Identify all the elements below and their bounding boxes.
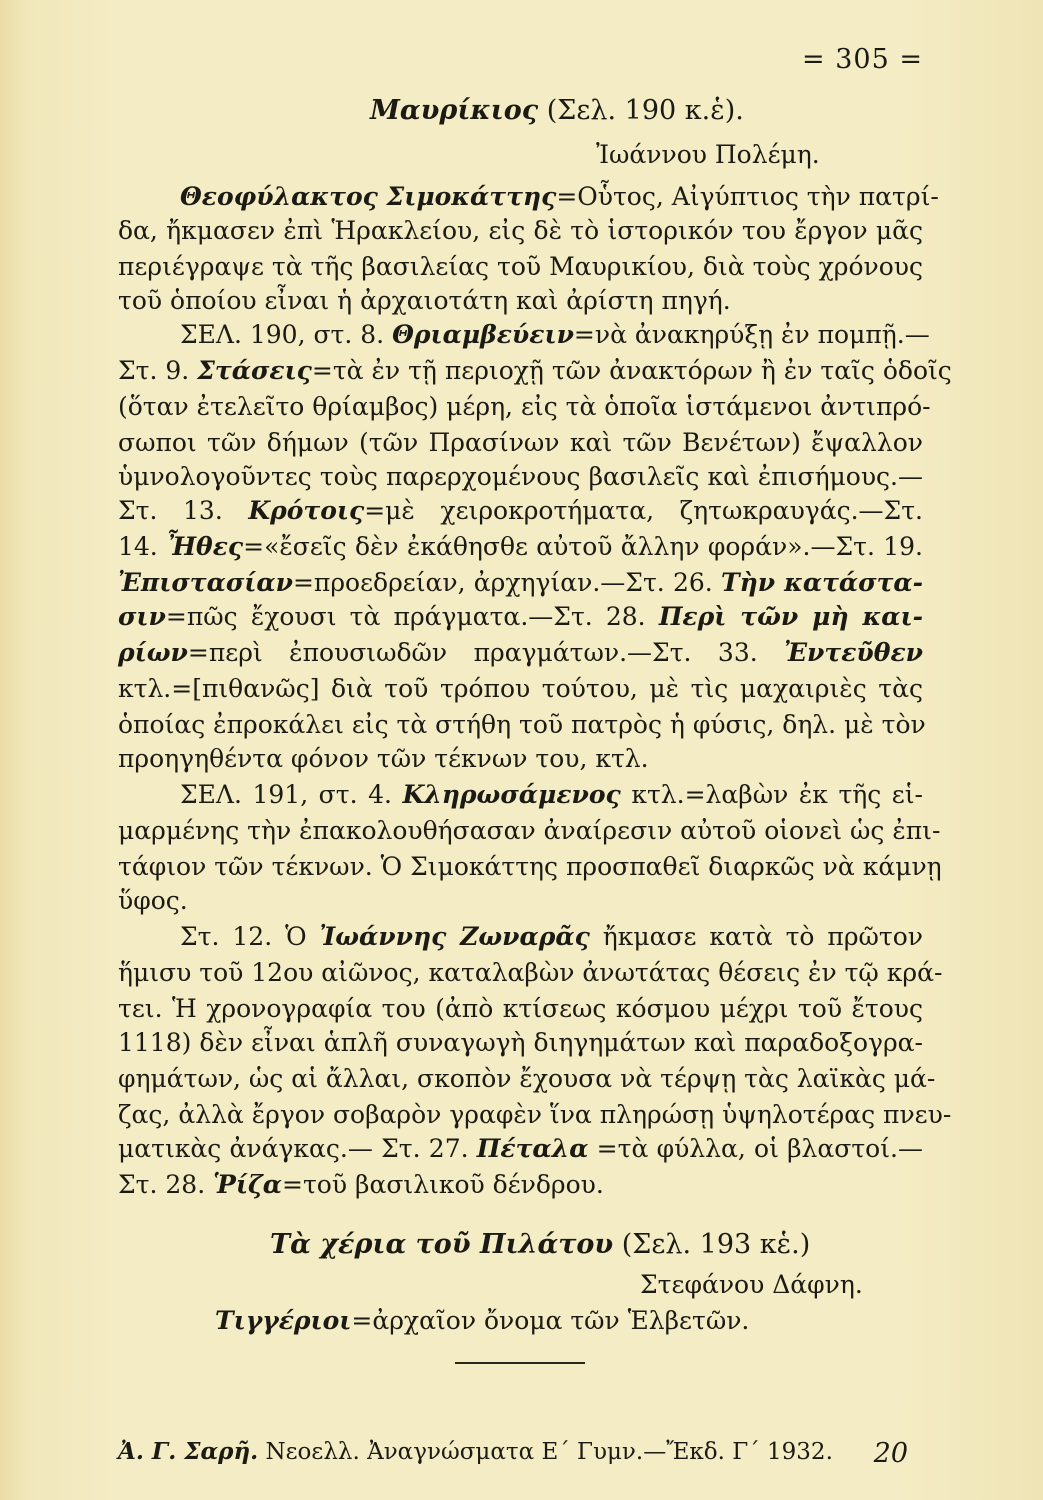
term: Περὶ τῶν μὴ και- [658,602,923,631]
text-line: Θεοφύλακτος Σιμοκάττης=Οὗτος, Αἰγύπτιος τὴν πατρί- [180,182,939,211]
term: Ἦθες [166,532,244,561]
section-title: Μαυρίκιος [370,95,539,126]
text-line: Στ. 28. Ῥίζα=τοῦ βασιλικοῦ δένδρου. [118,1170,604,1199]
text-line: σωποι τῶν δήμων (τῶν Πρασίνων καὶ τῶν Βενέτων) ἔψαλλον [118,428,923,457]
text-line: Στ. 9. Στάσεις=τὰ ἐν τῇ περιοχῇ τῶν ἀνακτόρων ἢ ἐν ταῖς ὁδοῖς [118,356,952,385]
term: Θριαμβεύειν [392,320,574,349]
text-line: ζας, ἀλλὰ ἔργον σοβαρὸν γραφὲν ἵνα πληρώσῃ ὑψηλοτέρας πνευ- [118,1100,952,1129]
printer-signature: 20 [873,1438,908,1469]
text-line: ἥμισυ τοῦ 12ου αἰῶνος, καταλαβὼν ἀνωτάτας θέσεις ἐν τῷ κρά- [118,958,943,987]
text-line: περιέγραψε τὰ τῆς βασιλείας τοῦ Μαυρικίου, διὰ τοὺς χρόνους [118,252,923,281]
text-line: Στ. 13. Κρότοις=μὲ χειροκροτήματα, ζητωκραυγάς.—Στ. [118,496,923,525]
term: Ἐπιστασίαν [118,568,293,597]
section-page-ref: (Σελ. 193 κἑ.) [621,1229,811,1260]
term: Ῥίζα [213,1170,283,1199]
text-line: (ὅταν ἐτελεῖτο θρίαμβος) μέρη, εἰς τὰ ὁποῖα ἱστάμενοι ἀντιπρό- [118,392,931,421]
text-line: σιν=πῶς ἔχουσι τὰ πράγματα.—Στ. 28. Περὶ τῶν μὴ και- [118,602,923,631]
term: Πέταλα [476,1134,589,1163]
text-line: μαρμένης τὴν ἐπακολουθήσασαν ἀναίρεσιν αὐτοῦ οἱονεὶ ὡς ἐπι- [118,816,941,845]
text-line: προηγηθέντα φόνον τῶν τέκνων του, κτλ. [118,744,649,773]
footer-text: Νεοελλ. Ἀναγνώσματα Ε΄ Γυμν.—Ἔκδ. Γ΄ 1932. [265,1439,833,1465]
term: Ἰωάννης Ζωναρᾶς [319,922,590,951]
text-line: ματικὰς ἀνάγκας.— Στ. 27. Πέταλα =τὰ φύλλα, οἱ βλαστοί.— [118,1134,923,1163]
term: Στάσεις [197,356,312,385]
term: Τιγγέριοι [215,1306,352,1335]
term: ρίων [118,638,188,667]
term: Κληρωσάμενος [402,780,621,809]
term: Ἐντεῦθεν [784,638,923,667]
page-footer [118,1438,908,1469]
text-line: ΣΕΛ. 191, στ. 4. Κληρωσάμενος κτλ.=λαβὼν ἐκ τῆς εἱ- [180,780,923,809]
term: σιν [118,602,166,631]
text-line: ὑμνολογοῦντες τοὺς παρερχομένους βασιλεῖς καὶ ἐπισήμους.— [118,462,923,491]
text-line: Ἐπιστασίαν=προεδρείαν, ἀρχηγίαν.—Στ. 26. Τὴν κατάστα- [118,568,924,597]
divider-rule [455,1362,585,1364]
section-page-ref: (Σελ. 190 κ.ἑ). [546,95,744,126]
page-number: = 305 = [802,44,923,75]
section-heading [370,94,744,128]
text-line: φημάτων, ὡς αἱ ἄλλαι, σκοπὸν ἔχουσα νὰ τέρψῃ τὰς λαϊκὰς μά- [118,1064,936,1093]
footer-author: Ἀ. Γ. Σαρῆ. [118,1438,259,1465]
text-line: τει. Ἡ χρονογραφία του (ἀπὸ κτίσεως κόσμου μέχρι τοῦ ἔτους [118,994,923,1023]
text-line: 1118) δὲν εἶναι ἁπλῆ συναγωγὴ διηγημάτων καὶ παραδοξογρα- [118,1028,923,1057]
section-title: Τὰ χέρια τοῦ Πιλάτου [270,1229,614,1260]
section-author: Στεφάνου Δάφνη. [640,1270,863,1299]
term: Τὴν κατάστα- [720,568,924,597]
text-line: 14. Ἦθες=«ἔσεῖς δὲν ἐκάθησθε αὐτοῦ ἄλλην φοράν».—Στ. 19. [118,532,923,561]
text-line: τοῦ ὁποίου εἶναι ἡ ἀρχαιοτάτη καὶ ἀρίστη πηγή. [118,286,731,315]
term: Κρότοις [248,496,365,525]
text-line: ὁποίας ἐπροκάλει εἰς τὰ στήθη τοῦ πατρὸς ἡ φύσις, δηλ. μὲ τὸν [118,710,926,739]
text-line: τάφιον τῶν τέκνων. Ὁ Σιμοκάττης προσπαθεῖ διαρκῶς νὰ κάμνῃ [118,852,942,881]
text-line: Στ. 12. Ὁ Ἰωάννης Ζωναρᾶς ἤκμασε κατὰ τὸ πρῶτον [180,922,923,951]
section-heading [270,1228,810,1262]
text-line: Τιγγέριοι=ἀρχαῖον ὄνομα τῶν Ἑλβετῶν. [215,1306,750,1335]
text-line: ὕφος. [118,886,188,915]
text-line: ΣΕΛ. 190, στ. 8. Θριαμβεύειν=νὰ ἀνακηρύξῃ ἐν πομπῇ.— [180,320,930,349]
text-line: δα, ἤκμασεν ἐπὶ Ἡρακλείου, εἰς δὲ τὸ ἱστορικόν του ἔργον μᾶς [118,216,923,245]
text-line: κτλ.=[πιθανῶς] διὰ τοῦ τρόπου τούτου, μὲ τὶς μαχαιριὲς τὰς [118,674,923,703]
text-line: ρίων=περὶ ἐπουσιωδῶν πραγμάτων.—Στ. 33. Ἐντεῦθεν [118,638,923,667]
term: Θεοφύλακτος Σιμοκάττης [180,182,557,211]
section-author: Ἰωάννου Πολέμη. [596,140,820,169]
